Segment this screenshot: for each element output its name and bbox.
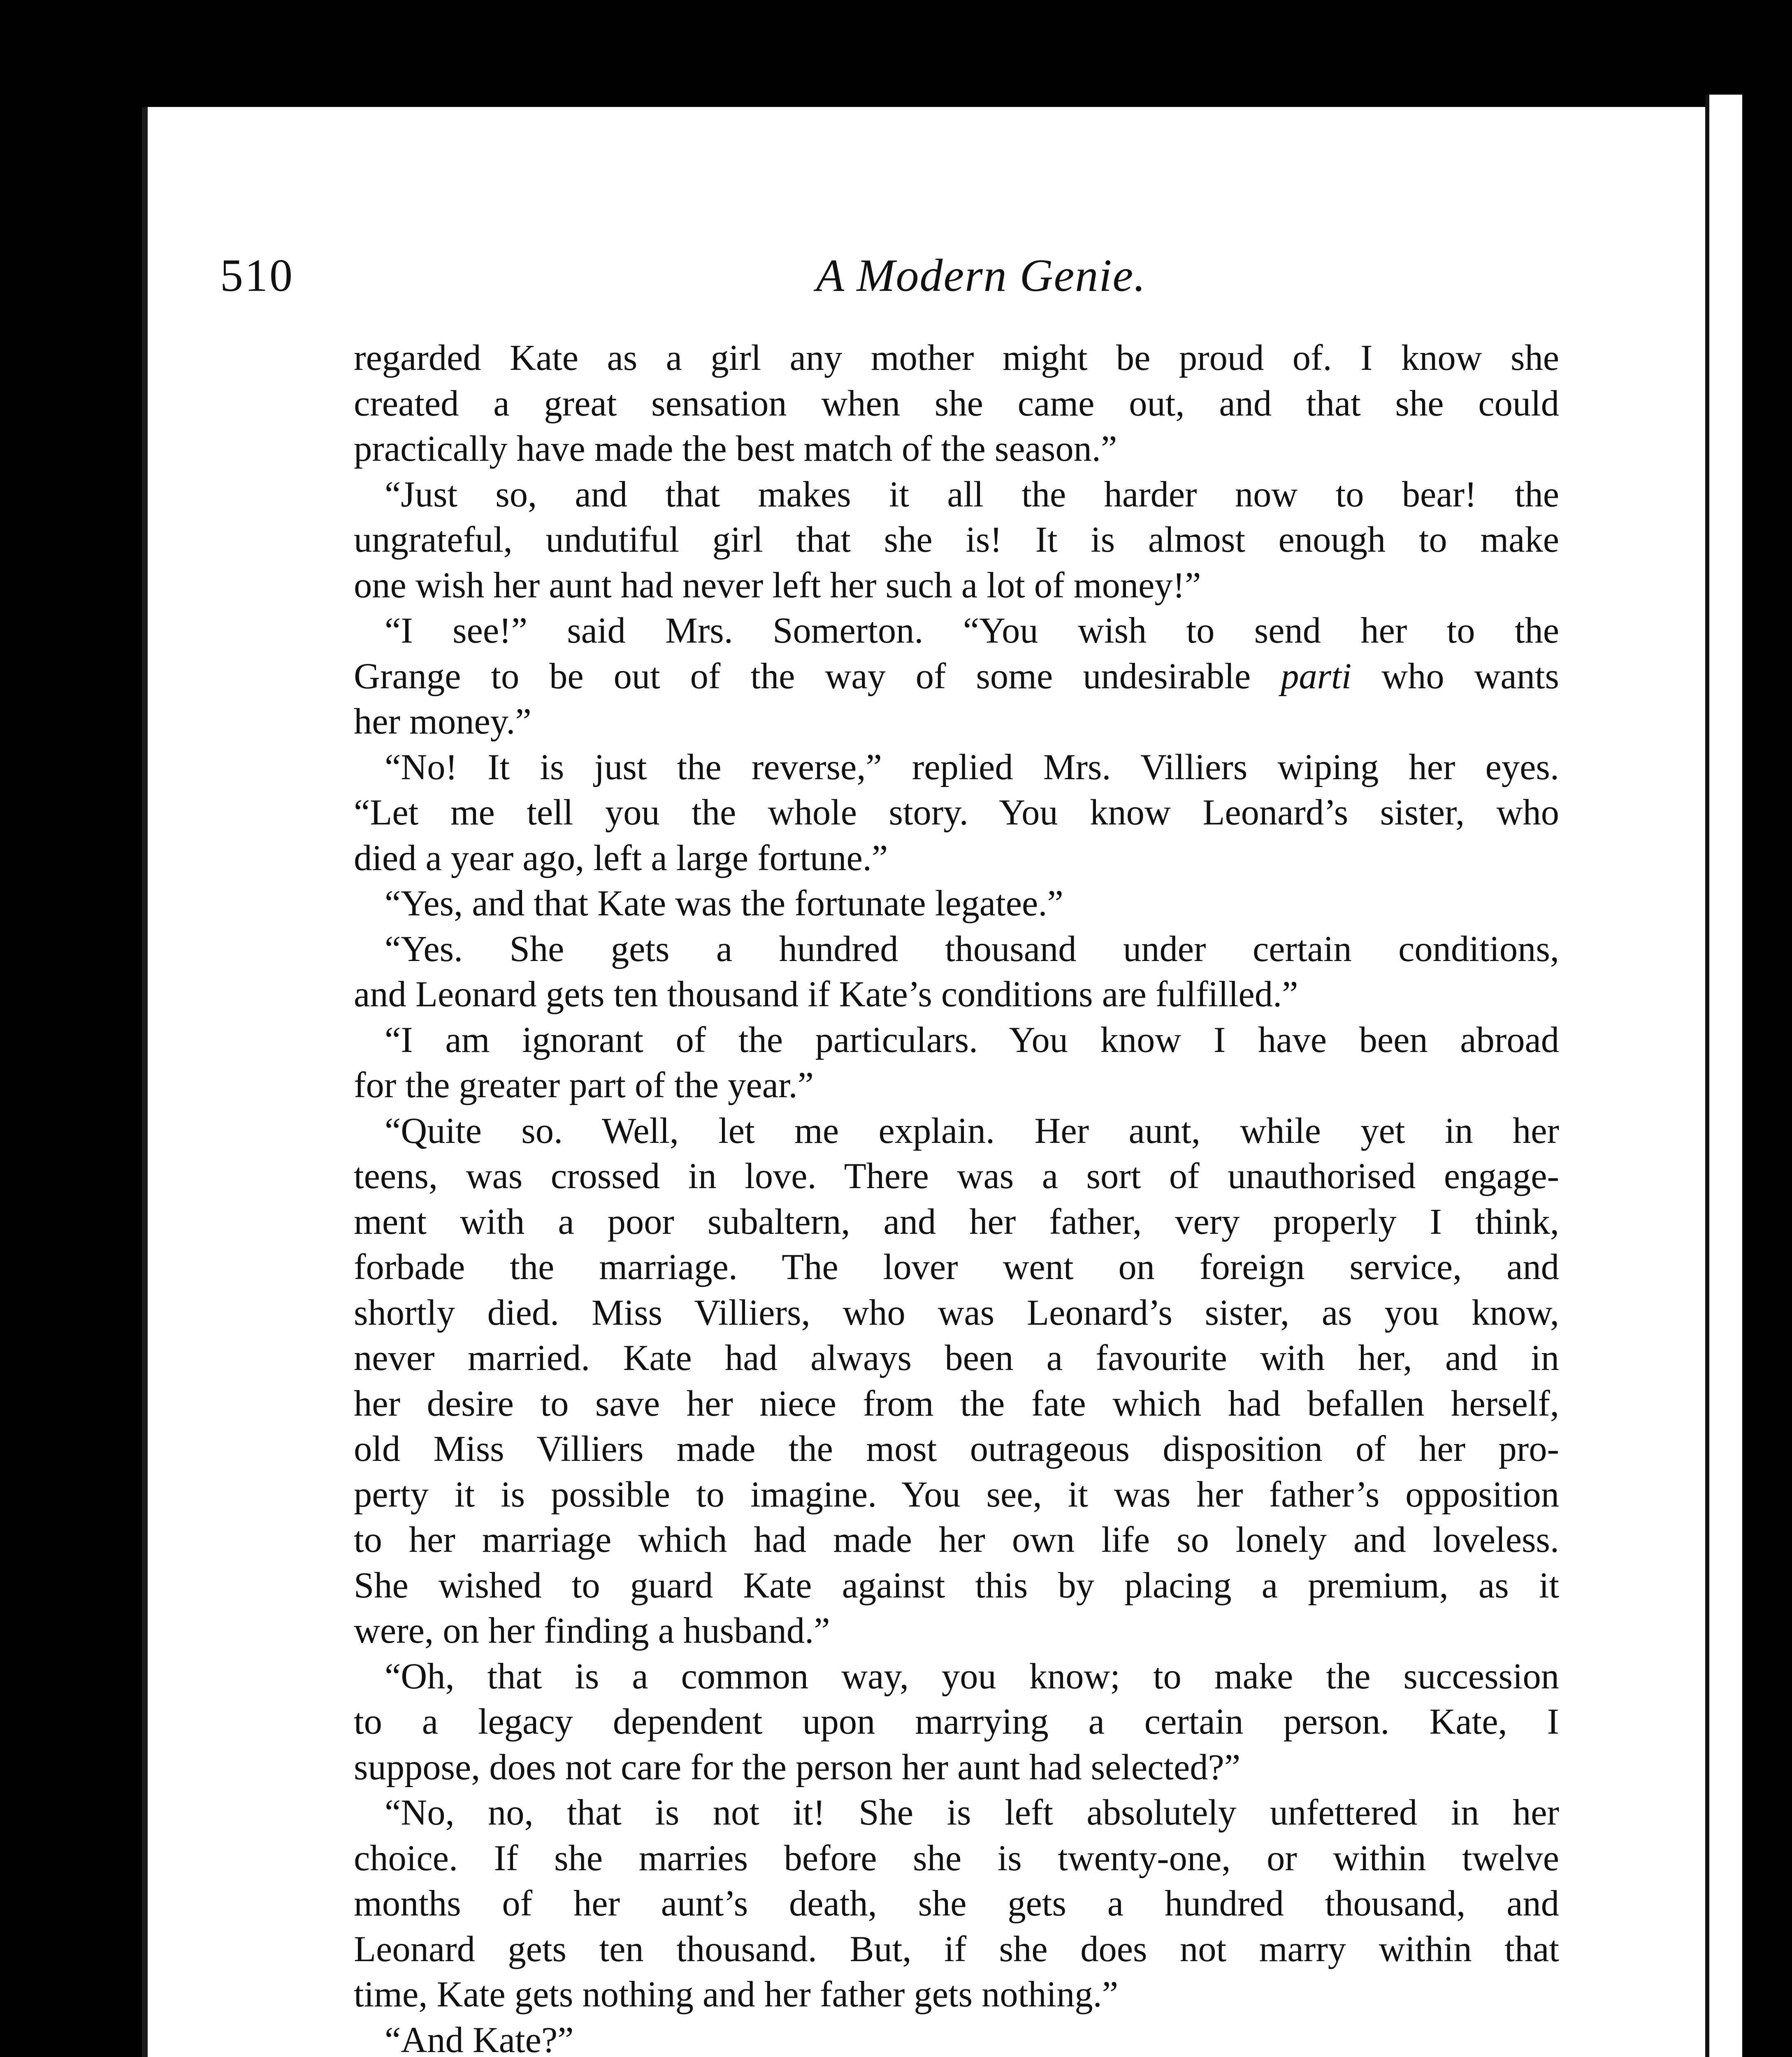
text-line: practically have made the best match of the season.” <box>354 429 1117 469</box>
text-line: time, Kate gets nothing and her father gets nothing.” <box>354 1974 1118 2015</box>
text-line: her money.” <box>354 701 532 742</box>
text-line: months of her aunt’s death, she gets a hundred thousand, and <box>354 1883 1559 1924</box>
page-header <box>220 245 1561 311</box>
text-line: “No! It is just the reverse,” replied Mrs. Villiers wiping her eyes. <box>385 747 1559 787</box>
text-line: suppose, does not care for the person her aunt had selected?” <box>354 1747 1241 1788</box>
text-line: forbade the marriage. The lover went on foreign service, and <box>354 1247 1559 1287</box>
text-line: “Yes. She gets a hundred thousand under certain conditions, <box>385 929 1559 969</box>
text-line: “Let me tell you the whole story. You know Leonard’s sister, who <box>354 792 1559 833</box>
text-line: old Miss Villiers made the most outrageous disposition of her pro- <box>354 1429 1559 1469</box>
text-line: choice. If she marries before she is twenty-one, or within twelve <box>354 1838 1559 1878</box>
text-line: ment with a poor subaltern, and her father, very properly I think, <box>354 1201 1559 1242</box>
text-line: never married. Kate had always been a favourite with her, and in <box>354 1338 1559 1378</box>
text-line: for the greater part of the year.” <box>354 1065 814 1105</box>
text-line: created a great sensation when she came out, and that she could <box>354 383 1559 424</box>
text-line: perty it is possible to imagine. You see, it was her father’s opposition <box>354 1474 1559 1515</box>
text-line: her desire to save her niece from the fate which had befallen herself, <box>354 1383 1559 1424</box>
text-line: died a year ago, left a large fortune.” <box>354 838 888 878</box>
italic-word: parti <box>1281 656 1352 697</box>
text-line: “I am ignorant of the particulars. You know I have been abroad <box>385 1019 1559 1060</box>
running-title: A Modern Genie. <box>816 250 1147 301</box>
text-line: Grange to be out of the way of some undesirable parti who wants <box>354 656 1559 697</box>
text-line: ungrateful, undutiful girl that she is! It is almost enough to make <box>354 520 1559 560</box>
text-line: “I see!” said Mrs. Somerton. “You wish to send her to the <box>385 611 1559 651</box>
text-line: “Quite so. Well, let me explain. Her aunt, while yet in her <box>385 1110 1559 1151</box>
text-line: regarded Kate as a girl any mother might be proud of. I know she <box>354 338 1559 378</box>
text-line: shortly died. Miss Villiers, who was Leonard’s sister, as you know, <box>354 1292 1559 1333</box>
text-line: She wished to guard Kate against this by placing a premium, as it <box>354 1565 1559 1606</box>
text-line: teens, was crossed in love. There was a sort of unauthorised engage- <box>354 1156 1559 1196</box>
text-line: one wish her aunt had never left her such a lot of money!” <box>354 565 1201 606</box>
text-line: Leonard gets ten thousand. But, if she does not marry within that <box>354 1929 1559 1969</box>
text-line: “Yes, and that Kate was the fortunate legatee.” <box>385 883 1063 924</box>
text-line: to a legacy dependent upon marrying a certain person. Kate, I <box>354 1702 1559 1742</box>
text-line: and Leonard gets ten thousand if Kate’s conditions are fulfilled.” <box>354 974 1298 1015</box>
page-number: 510 <box>220 250 294 301</box>
text-line: to her marriage which had made her own life so lonely and loveless. <box>354 1520 1559 1560</box>
text-line: were, on her finding a husband.” <box>354 1611 830 1651</box>
text-line: “Just so, and that makes it all the harder now to bear! the <box>385 474 1559 515</box>
text-line: “No, no, that is not it! She is left absolutely unfettered in her <box>385 1792 1559 1833</box>
page-edge <box>1705 95 1742 2057</box>
text-line: “Oh, that is a common way, you know; to make the succession <box>385 1656 1559 1697</box>
body-text <box>354 335 1559 2057</box>
text-line: “And Kate?” <box>385 2020 574 2057</box>
